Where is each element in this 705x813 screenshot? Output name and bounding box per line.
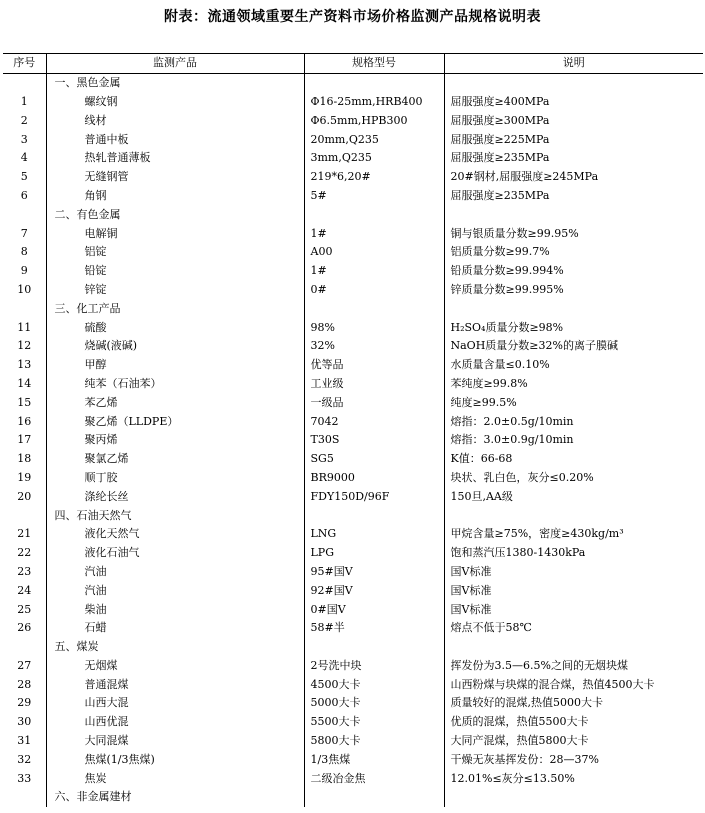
table-row	[3, 187, 703, 206]
spec-value: 1#	[304, 262, 444, 281]
table-row	[3, 713, 703, 732]
table-row	[3, 675, 703, 694]
product-name: 锌锭	[46, 281, 304, 300]
category-row	[3, 205, 703, 224]
row-number	[3, 638, 46, 657]
description: 屈服强度≥225MPa	[444, 130, 703, 149]
product-name: 液化石油气	[46, 544, 304, 563]
description: 熔指：3.0±0.9g/10min	[444, 431, 703, 450]
spec-value	[304, 638, 444, 657]
description: 挥发份为3.5—6.5%之间的无烟块煤	[444, 657, 703, 676]
spec-value: 219*6,20#	[304, 168, 444, 187]
description: NaOH质量分数≥32%的离子膜碱	[444, 337, 703, 356]
row-number: 8	[20, 245, 28, 259]
description: 大同产混煤，热值5800大卡	[444, 732, 703, 751]
description: K值：66-68	[444, 450, 703, 469]
table-row	[3, 149, 703, 168]
row-number	[3, 205, 46, 224]
spec-value: T30S	[304, 431, 444, 450]
description	[444, 73, 703, 92]
spec-value: LNG	[304, 525, 444, 544]
table-row	[3, 732, 703, 751]
product-name: 涤纶长丝	[46, 487, 304, 506]
row-number: 27	[17, 658, 32, 672]
row-number: 7	[20, 226, 28, 240]
row-number	[3, 506, 46, 525]
product-name: 苯乙烯	[46, 393, 304, 412]
category-row	[3, 506, 703, 525]
table-row	[3, 262, 703, 281]
table-row	[3, 600, 703, 619]
description	[444, 638, 703, 657]
spec-value: 0#国Ⅴ	[304, 600, 444, 619]
description: 饱和蒸汽压1380-1430kPa	[444, 544, 703, 563]
product-name: 聚氯乙烯	[46, 450, 304, 469]
table-row	[3, 93, 703, 112]
description: 国Ⅴ标准	[444, 563, 703, 582]
row-number: 15	[17, 395, 32, 409]
row-number: 18	[17, 452, 32, 466]
spec-value	[304, 205, 444, 224]
row-number: 9	[20, 264, 28, 278]
product-name: 焦煤(1/3焦煤)	[46, 750, 304, 769]
product-name: 无烟煤	[46, 657, 304, 676]
table-row	[3, 769, 703, 788]
row-number: 12	[17, 339, 32, 353]
product-name: 柴油	[46, 600, 304, 619]
description: 150旦,AA级	[444, 487, 703, 506]
table-row	[3, 450, 703, 469]
header-spec: 规格型号	[304, 54, 444, 74]
product-name: 烧碱(液碱)	[46, 337, 304, 356]
spec-value: 98%	[304, 318, 444, 337]
product-name: 铝锭	[46, 243, 304, 262]
table-row	[3, 657, 703, 676]
product-name: 纯苯（石油苯）	[46, 375, 304, 394]
spec-value: 一级品	[304, 393, 444, 412]
product-name: 汽油	[46, 563, 304, 582]
row-number: 14	[17, 376, 32, 390]
spec-value: 4500大卡	[304, 675, 444, 694]
description: 熔点不低于58℃	[444, 619, 703, 638]
description: 水质量含量≤0.10%	[444, 356, 703, 375]
row-number: 1	[20, 94, 28, 108]
spec-value: A00	[304, 243, 444, 262]
table-row	[3, 469, 703, 488]
product-name: 山西优混	[46, 713, 304, 732]
table-row	[3, 544, 703, 563]
product-name: 硫酸	[46, 318, 304, 337]
product-name: 山西大混	[46, 694, 304, 713]
description: 质量较好的混煤,热值5000大卡	[444, 694, 703, 713]
description: 屈服强度≥400MPa	[444, 93, 703, 112]
table-row	[3, 224, 703, 243]
product-name: 汽油	[46, 581, 304, 600]
description: 锌质量分数≥99.995%	[444, 281, 703, 300]
spec-value	[304, 506, 444, 525]
row-number: 24	[17, 583, 32, 597]
product-name: 热轧普通薄板	[46, 149, 304, 168]
header-no: 序号	[3, 54, 46, 74]
row-number: 5	[20, 170, 28, 184]
row-number: 33	[17, 771, 32, 785]
product-name: 焦炭	[46, 769, 304, 788]
description: 屈服强度≥235MPa	[444, 149, 703, 168]
category-name: 五、煤炭	[46, 638, 304, 657]
table-header-row	[3, 54, 703, 74]
product-name: 电解铜	[46, 224, 304, 243]
table-row	[3, 393, 703, 412]
product-name: 大同混煤	[46, 732, 304, 751]
row-number: 29	[17, 696, 32, 710]
spec-value: 32%	[304, 337, 444, 356]
product-name: 液化天然气	[46, 525, 304, 544]
table-row	[3, 243, 703, 262]
description	[444, 205, 703, 224]
spec-value: 1#	[304, 224, 444, 243]
description: 铜与银质量分数≥99.95%	[444, 224, 703, 243]
description: 纯度≥99.5%	[444, 393, 703, 412]
spec-value: 7042	[304, 412, 444, 431]
spec-value: 二级冶金焦	[304, 769, 444, 788]
spec-value: 1/3焦煤	[304, 750, 444, 769]
product-name: 石蜡	[46, 619, 304, 638]
row-number: 11	[17, 320, 32, 334]
row-number: 2	[20, 113, 28, 127]
row-number: 23	[17, 564, 32, 578]
row-number: 22	[17, 546, 32, 560]
spec-value: 5800大卡	[304, 732, 444, 751]
spec-value	[304, 73, 444, 92]
row-number: 30	[17, 715, 32, 729]
row-number: 28	[17, 677, 32, 691]
table-row	[3, 563, 703, 582]
spec-table	[3, 53, 703, 807]
header-product: 监测产品	[46, 54, 304, 74]
spec-value: 3mm,Q235	[304, 149, 444, 168]
product-name: 顺丁胶	[46, 469, 304, 488]
description: 屈服强度≥300MPa	[444, 111, 703, 130]
table-row	[3, 694, 703, 713]
product-name: 普通混煤	[46, 675, 304, 694]
description: 甲烷含量≥75%，密度≥430kg/m³	[444, 525, 703, 544]
category-row	[3, 73, 703, 92]
description: 国Ⅴ标准	[444, 581, 703, 600]
description: 块状、乳白色，灰分≤0.20%	[444, 469, 703, 488]
category-name: 六、非金属建材	[46, 788, 304, 807]
row-number: 17	[17, 433, 32, 447]
row-number: 10	[17, 282, 32, 296]
row-number: 26	[17, 621, 32, 635]
table-row	[3, 281, 703, 300]
description: 12.01%≤灰分≤13.50%	[444, 769, 703, 788]
table-row	[3, 431, 703, 450]
table-row	[3, 619, 703, 638]
spec-value: 5000大卡	[304, 694, 444, 713]
spec-value: 20mm,Q235	[304, 130, 444, 149]
spec-value: SG5	[304, 450, 444, 469]
row-number: 31	[17, 734, 32, 748]
spec-value: 2号洗中块	[304, 657, 444, 676]
row-number: 19	[17, 470, 32, 484]
table-row	[3, 525, 703, 544]
spec-value: 95#国Ⅴ	[304, 563, 444, 582]
product-name: 无缝钢管	[46, 168, 304, 187]
category-name: 三、化工产品	[46, 299, 304, 318]
spec-value: 92#国Ⅴ	[304, 581, 444, 600]
description	[444, 299, 703, 318]
description: 熔指：2.0±0.5g/10min	[444, 412, 703, 431]
description: 苯纯度≥99.8%	[444, 375, 703, 394]
table-row	[3, 581, 703, 600]
spec-value: 工业级	[304, 375, 444, 394]
description: 山西粉煤与块煤的混合煤，热值4500大卡	[444, 675, 703, 694]
spec-value: FDY150D/96F	[304, 487, 444, 506]
spec-value: LPG	[304, 544, 444, 563]
product-name: 螺纹钢	[46, 93, 304, 112]
spec-value: 5#	[304, 187, 444, 206]
product-name: 线材	[46, 111, 304, 130]
row-number: 3	[20, 132, 28, 146]
table-row	[3, 356, 703, 375]
description: 优质的混煤，热值5500大卡	[444, 713, 703, 732]
table-row	[3, 412, 703, 431]
description	[444, 788, 703, 807]
table-row	[3, 375, 703, 394]
product-name: 聚丙烯	[46, 431, 304, 450]
spec-value: 优等品	[304, 356, 444, 375]
product-name: 甲醇	[46, 356, 304, 375]
category-row	[3, 299, 703, 318]
description: 国Ⅴ标准	[444, 600, 703, 619]
category-row	[3, 638, 703, 657]
row-number: 20	[17, 489, 32, 503]
table-row	[3, 130, 703, 149]
row-number	[3, 299, 46, 318]
spec-value: 0#	[304, 281, 444, 300]
table-row	[3, 487, 703, 506]
spec-value: 5500大卡	[304, 713, 444, 732]
table-row	[3, 750, 703, 769]
table-body	[3, 73, 703, 807]
table-row	[3, 318, 703, 337]
header-desc: 说明	[444, 54, 703, 74]
row-number: 6	[20, 188, 28, 202]
category-name: 四、石油天然气	[46, 506, 304, 525]
description: 屈服强度≥235MPa	[444, 187, 703, 206]
row-number	[3, 788, 46, 807]
category-name: 二、有色金属	[46, 205, 304, 224]
row-number: 16	[17, 414, 32, 428]
spec-value: Φ16-25mm,HRB400	[304, 93, 444, 112]
row-number	[3, 73, 46, 92]
row-number: 25	[17, 602, 32, 616]
table-row	[3, 168, 703, 187]
spec-value: BR9000	[304, 469, 444, 488]
row-number: 32	[17, 752, 32, 766]
table-row	[3, 337, 703, 356]
product-name: 聚乙烯（LLDPE）	[46, 412, 304, 431]
spec-value	[304, 788, 444, 807]
spec-value	[304, 299, 444, 318]
description: 干燥无灰基挥发份：28—37%	[444, 750, 703, 769]
spec-value: Φ6.5mm,HPB300	[304, 111, 444, 130]
table-row	[3, 111, 703, 130]
row-number: 13	[17, 358, 32, 372]
category-name: 一、黑色金属	[46, 73, 304, 92]
row-number: 21	[17, 527, 32, 541]
spec-value: 58#半	[304, 619, 444, 638]
category-row	[3, 788, 703, 807]
product-name: 普通中板	[46, 130, 304, 149]
product-name: 铅锭	[46, 262, 304, 281]
page-title: 附表：流通领域重要生产资料市场价格监测产品规格说明表	[164, 9, 541, 25]
description: 铅质量分数≥99.994%	[444, 262, 703, 281]
description: 20#钢材,屈服强度≥245MPa	[444, 168, 703, 187]
description: 铝质量分数≥99.7%	[444, 243, 703, 262]
row-number: 4	[20, 151, 28, 165]
product-name: 角钢	[46, 187, 304, 206]
description: H₂SO₄质量分数≥98%	[444, 318, 703, 337]
description	[444, 506, 703, 525]
